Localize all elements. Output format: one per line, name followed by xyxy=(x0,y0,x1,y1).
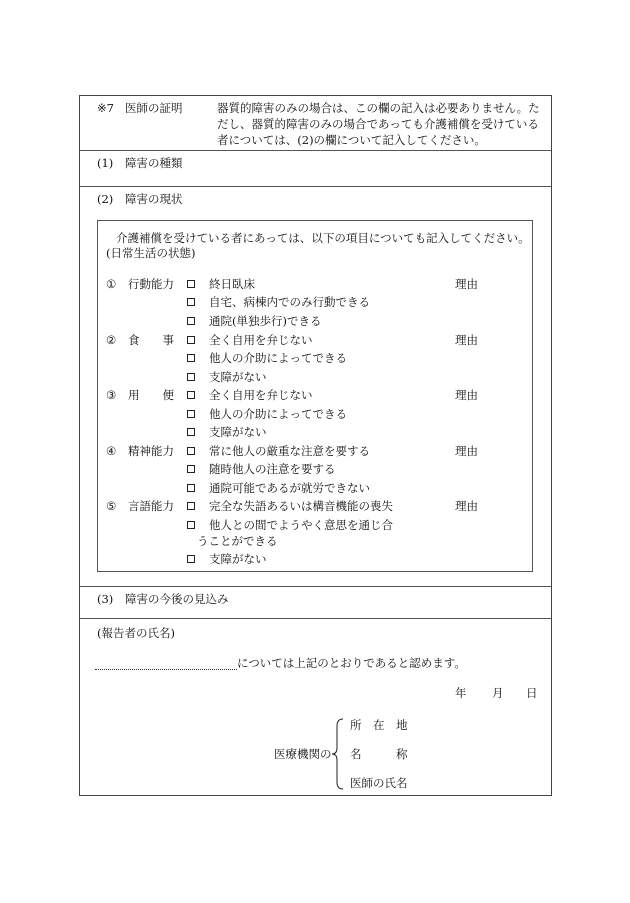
section1-label: 障害の種類 xyxy=(125,156,183,170)
date-month: 月 xyxy=(492,686,504,700)
section1-num: (1) xyxy=(97,156,114,170)
certificate-form xyxy=(79,95,552,796)
item-2-label: 食 事 xyxy=(128,333,174,347)
header-number: ※7 xyxy=(97,101,114,115)
checkbox[interactable] xyxy=(187,410,195,418)
certify-text: については上記のとおりであると認めます。 xyxy=(237,656,466,670)
checkbox[interactable] xyxy=(187,428,195,436)
item-4-option-3: 通院可能であるが就労できない xyxy=(209,481,370,495)
item-1-option-2: 自宅、病棟内でのみ行動できる xyxy=(209,295,370,309)
item-1-label: 行動能力 xyxy=(128,277,174,291)
item-1-num: ① xyxy=(106,277,117,291)
item-2-reason-label: 理由 xyxy=(455,333,478,347)
item-5-option-3: 支障がない xyxy=(209,552,267,566)
item-5-option-2-cont: うことができる xyxy=(197,534,278,548)
divider xyxy=(80,150,551,151)
item-2-option-3: 支障がない xyxy=(209,370,267,384)
item-2-option-2: 他人の介助によってできる xyxy=(209,351,347,365)
instruction-line-1: 介護補償を受けている者にあっては、以下の項目についても記入してください。 xyxy=(116,231,530,245)
item-2-num: ② xyxy=(106,333,117,347)
item-4-option-2: 随時他人の注意を要する xyxy=(209,462,336,476)
item-3-reason-label: 理由 xyxy=(455,388,478,402)
checkbox[interactable] xyxy=(187,336,195,344)
divider xyxy=(80,186,551,187)
checkbox[interactable] xyxy=(187,373,195,381)
checkbox[interactable] xyxy=(187,555,195,563)
name-blank-line[interactable] xyxy=(95,669,237,670)
date-year: 年 xyxy=(455,686,467,700)
item-5-label: 言語能力 xyxy=(128,499,174,513)
checkbox[interactable] xyxy=(187,521,195,529)
item-4-option-1: 常に他人の厳重な注意を要する xyxy=(209,444,370,458)
item-5-num: ⑤ xyxy=(106,499,117,513)
checkbox[interactable] xyxy=(187,298,195,306)
item-5-option-1: 完全な失語あるいは構音機能の喪失 xyxy=(209,499,393,513)
header-note-line-2: だし、器質的障害のみの場合であっても介護補償を受けている xyxy=(217,117,539,131)
header-title: 医師の証明 xyxy=(125,101,183,115)
field-location: 所 在 地 xyxy=(350,718,408,732)
daily-life-status-box xyxy=(97,220,533,572)
checkbox[interactable] xyxy=(187,447,195,455)
brace-icon xyxy=(331,718,345,790)
item-4-num: ④ xyxy=(106,444,117,458)
checkbox[interactable] xyxy=(187,502,195,510)
section3-label: 障害の今後の見込み xyxy=(125,592,229,606)
item-3-option-2: 他人の介助によってできる xyxy=(209,407,347,421)
checkbox[interactable] xyxy=(187,354,195,362)
checkbox[interactable] xyxy=(187,317,195,325)
item-3-option-1: 全く自用を弁じない xyxy=(209,388,313,402)
item-2-option-1: 全く自用を弁じない xyxy=(209,333,313,347)
item-3-label: 用 便 xyxy=(128,388,174,402)
item-5-reason-label: 理由 xyxy=(455,499,478,513)
item-4-label: 精神能力 xyxy=(128,444,174,458)
section2-label: 障害の現状 xyxy=(125,192,183,206)
item-4-reason-label: 理由 xyxy=(455,444,478,458)
divider xyxy=(80,618,551,619)
checkbox[interactable] xyxy=(187,391,195,399)
section3-num: (3) xyxy=(97,592,114,606)
item-1-reason-label: 理由 xyxy=(455,277,478,291)
field-name: 名 称 xyxy=(350,747,408,761)
date-day: 日 xyxy=(526,686,538,700)
reporter-label: (報告者の氏名) xyxy=(97,626,175,640)
checkbox[interactable] xyxy=(187,465,195,473)
divider xyxy=(80,586,551,587)
checkbox[interactable] xyxy=(187,484,195,492)
header-note-line-3: 者については、(2)の欄について記入してください。 xyxy=(217,133,486,147)
institution-label: 医療機関の xyxy=(274,747,332,761)
item-5-option-2: 他人との間でようやく意思を通じ合 xyxy=(209,518,393,532)
field-doctor-name: 医師の氏名 xyxy=(350,776,408,790)
checkbox[interactable] xyxy=(187,280,195,288)
item-3-num: ③ xyxy=(106,388,117,402)
header-note-line-1: 器質的障害のみの場合は、この欄の記入は必要ありません。た xyxy=(217,101,540,115)
item-1-option-3: 通院(単独歩行)できる xyxy=(209,314,322,328)
instruction-line-2: (日常生活の状態) xyxy=(106,246,196,260)
item-1-option-1: 終日臥床 xyxy=(209,277,255,291)
item-3-option-3: 支障がない xyxy=(209,425,267,439)
section2-num: (2) xyxy=(97,192,114,206)
